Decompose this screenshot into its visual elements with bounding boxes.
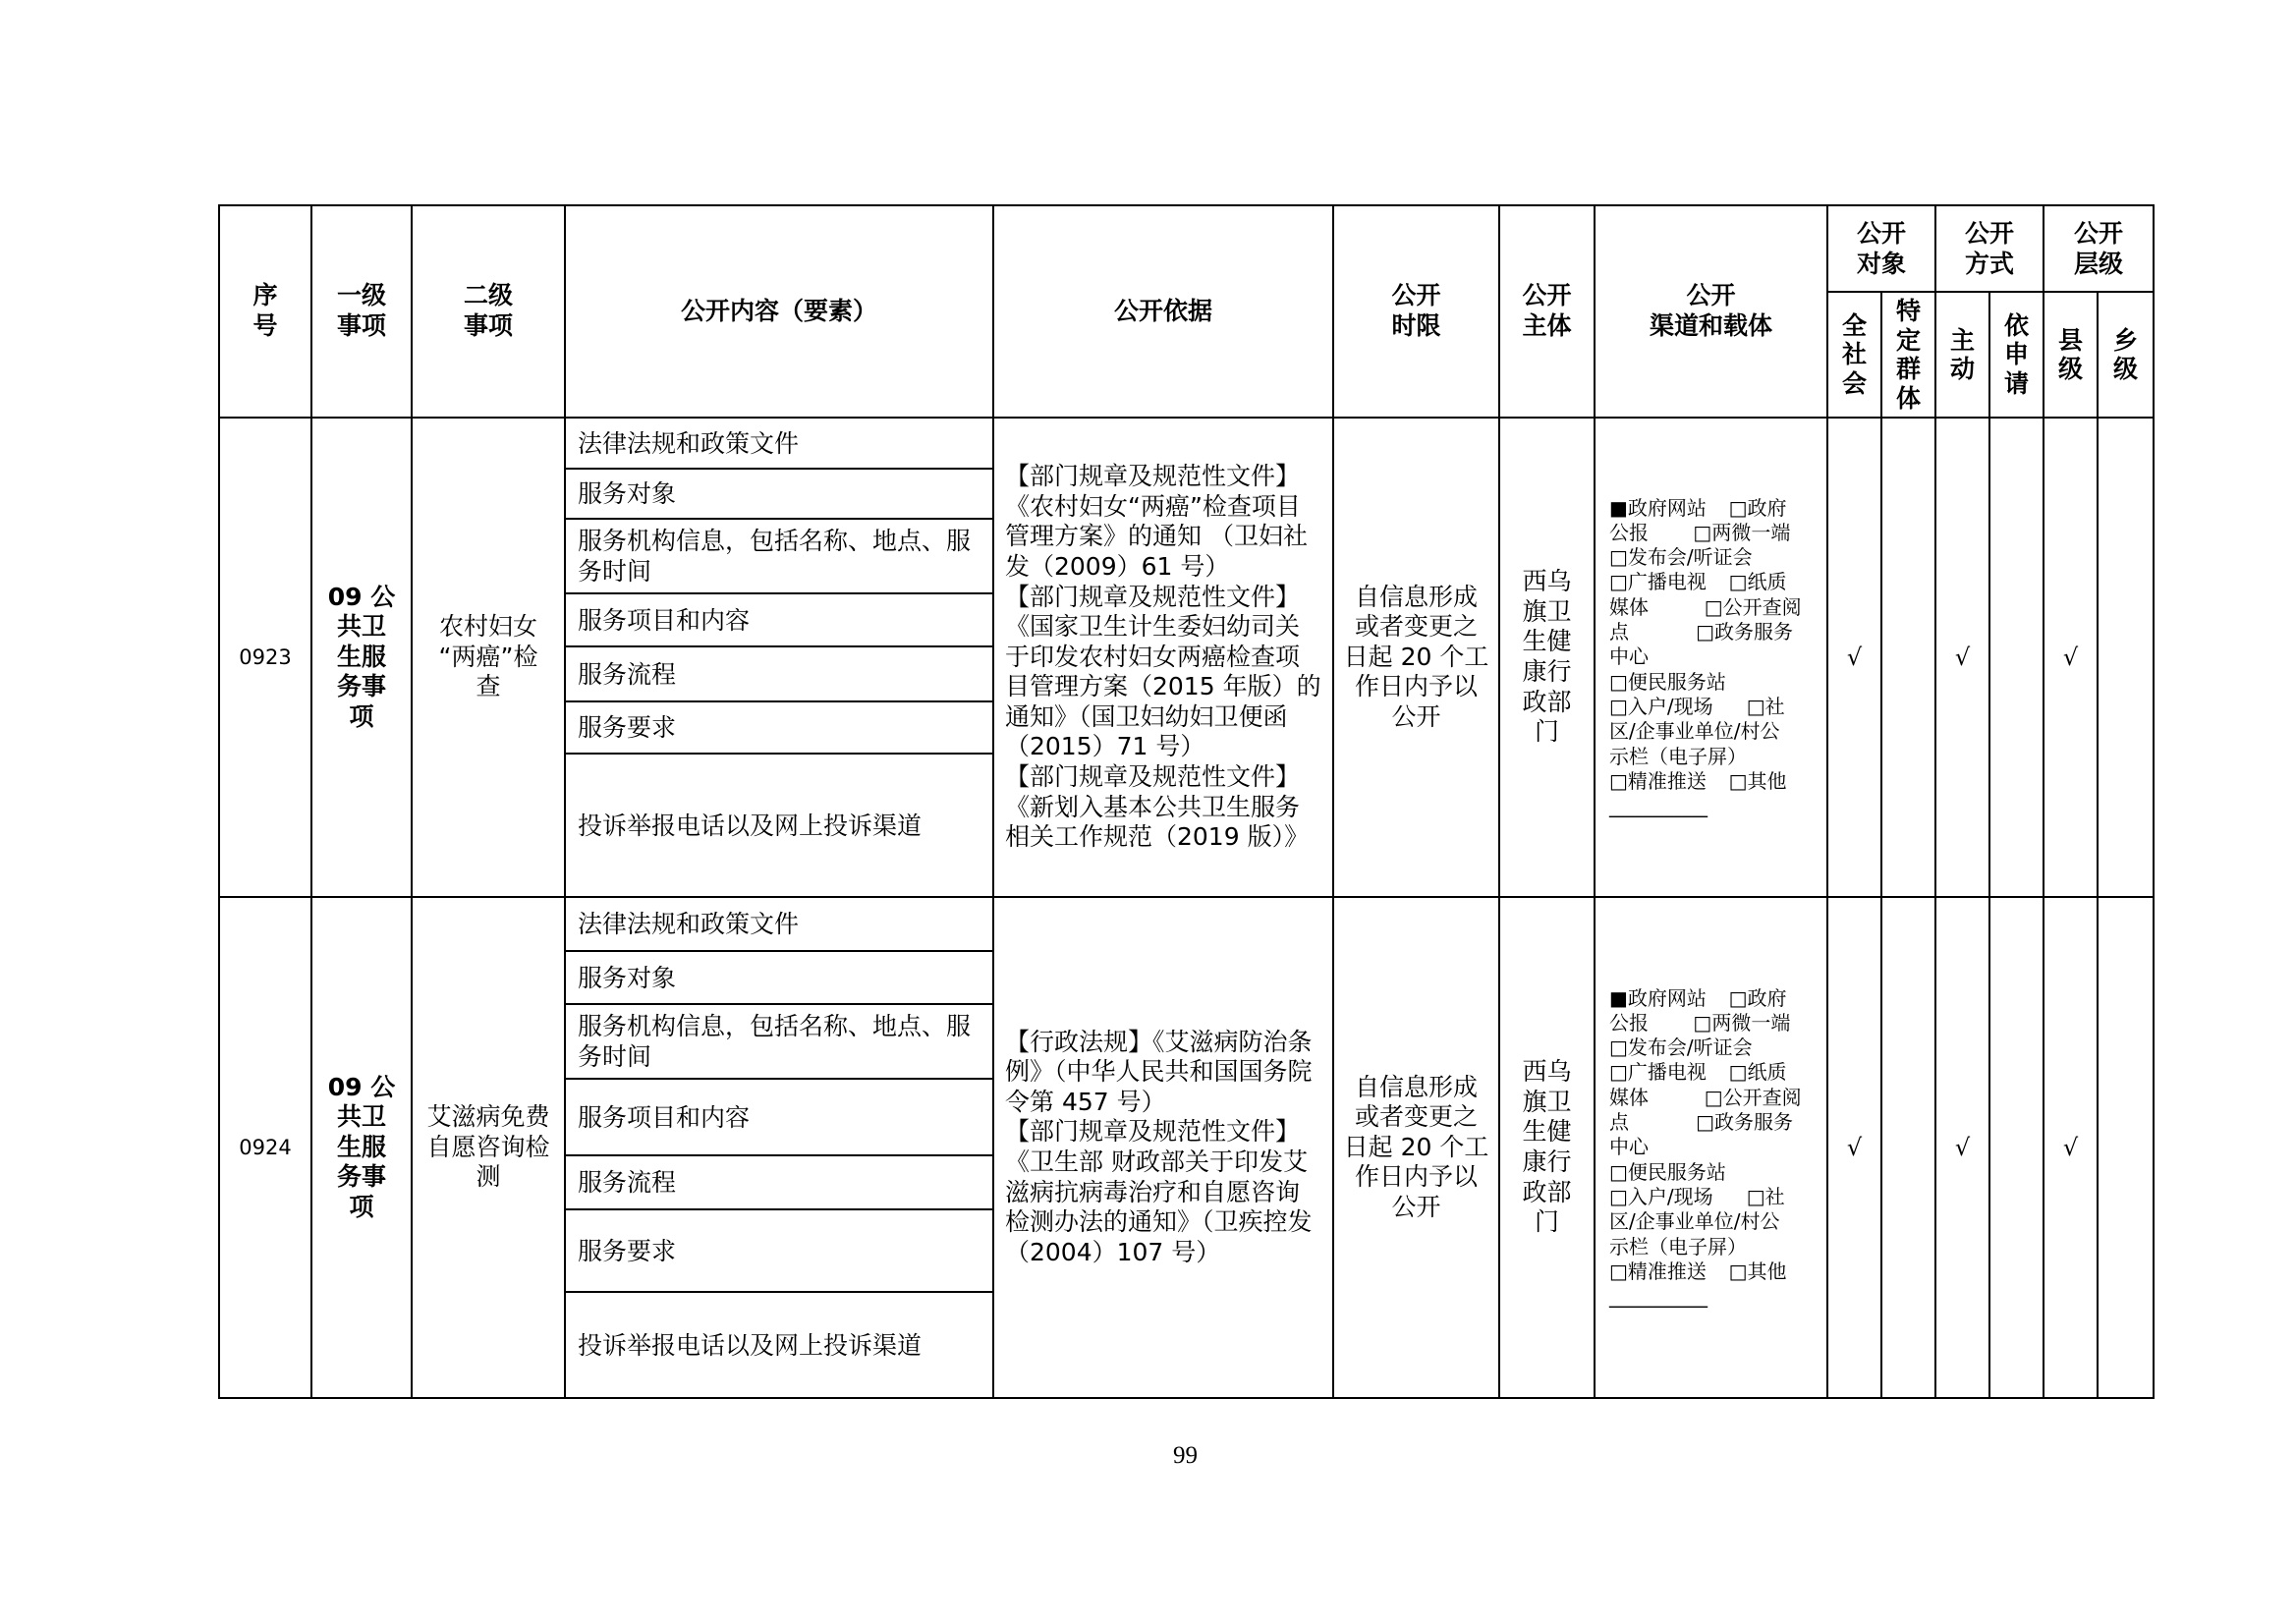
level-county-cell bbox=[2044, 897, 2098, 1398]
level1-item: 09 公 共卫 生服 务事 项 bbox=[311, 897, 412, 1398]
disclosure-basis: 【行政法规】《艾滋病防治条 例》（中华人民共和国国务院 令第 457 号） 【部门规章及规范性文件】 《卫生部 财政部关于印发艾 滋病抗病毒治疗和自愿咨询 检测办法的通知》（卫疾控发 （2004）107 号） bbox=[993, 897, 1333, 1398]
level2-item: 农村妇女 “两癌”检 查 bbox=[412, 418, 565, 897]
content-item: 法律法规和政策文件 bbox=[565, 897, 993, 951]
header-time-limit: 公开 时限 bbox=[1333, 205, 1499, 418]
content-item: 服务流程 bbox=[565, 1155, 993, 1209]
check-mark: √ bbox=[2062, 643, 2079, 671]
table-header bbox=[219, 205, 2154, 418]
disclosure-table bbox=[218, 204, 2155, 1399]
content-item: 服务要求 bbox=[565, 1209, 993, 1292]
method-active-cell bbox=[1935, 418, 1989, 897]
method-request-cell bbox=[1989, 418, 2044, 897]
header-subject: 公开 主体 bbox=[1499, 205, 1595, 418]
disclosure-subject: 西乌 旗卫 生健 康行 政部 门 bbox=[1499, 897, 1595, 1398]
content-item: 服务对象 bbox=[565, 951, 993, 1004]
content-item: 服务流程 bbox=[565, 646, 993, 701]
content-item: 服务机构信息，包括名称、地点、服务时间 bbox=[565, 1004, 993, 1079]
disclosure-channels: ■政府网站 □政府 公报 □两微一端 □发布会/听证会 □广播电视 □纸质 媒体 □公开查阅 点 □政务服务 中心 □便民服务站 □入户/现场 □社 区/企事业单位/村公 示栏（电子屏） □精准推送 □其他 __________ bbox=[1595, 897, 1827, 1398]
disclosure-time-limit: 自信息形成 或者变更之 日起 20 个工 作日内予以 公开 bbox=[1333, 897, 1499, 1398]
header-audience-specific: 特 定 群 体 bbox=[1881, 292, 1935, 418]
content-item: 服务项目和内容 bbox=[565, 1079, 993, 1155]
header-level-county: 县 级 bbox=[2044, 292, 2098, 418]
level-township-cell bbox=[2098, 897, 2154, 1398]
header-method-active: 主 动 bbox=[1935, 292, 1989, 418]
content-item: 服务对象 bbox=[565, 469, 993, 519]
level2-item: 艾滋病免费 自愿咨询检 测 bbox=[412, 897, 565, 1398]
header-level: 公开 层级 bbox=[2044, 205, 2154, 292]
level1-item: 09 公 共卫 生服 务事 项 bbox=[311, 418, 412, 897]
level-township-cell bbox=[2098, 418, 2154, 897]
header-content: 公开内容（要素） bbox=[565, 205, 993, 418]
item-seq: 0924 bbox=[219, 897, 311, 1398]
disclosure-basis: 【部门规章及规范性文件】 《农村妇女“两癌”检查项目 管理方案》的通知 （卫妇社 发（2009）61 号） 【部门规章及规范性文件】 《国家卫生计生委妇幼司关 于印发农村妇女两癌检查项 目管理方案（2015 年版）的 通知》（国卫妇幼妇卫便函 （2015）71 号） 【部门规章及规范性文件】 《新划入基本公共卫生服务 相关工作规范（2019 版）》 bbox=[993, 418, 1333, 897]
header-audience: 公开 对象 bbox=[1827, 205, 1935, 292]
header-basis: 公开依据 bbox=[993, 205, 1333, 418]
check-mark: √ bbox=[1846, 1133, 1863, 1161]
content-item: 投诉举报电话以及网上投诉渠道 bbox=[565, 1292, 993, 1398]
level-county-cell bbox=[2044, 418, 2098, 897]
audience-specific-cell bbox=[1881, 418, 1935, 897]
content-item: 服务要求 bbox=[565, 701, 993, 754]
audience-all-cell bbox=[1827, 418, 1881, 897]
header-method-request: 依 申 请 bbox=[1989, 292, 2044, 418]
content-item: 服务机构信息，包括名称、地点、服务时间 bbox=[565, 519, 993, 593]
content-item: 投诉举报电话以及网上投诉渠道 bbox=[565, 754, 993, 897]
disclosure-subject: 西乌 旗卫 生健 康行 政部 门 bbox=[1499, 418, 1595, 897]
content-item: 法律法规和政策文件 bbox=[565, 418, 993, 469]
check-mark: √ bbox=[1954, 1133, 1971, 1161]
header-method: 公开 方式 bbox=[1935, 205, 2044, 292]
page-number: 99 bbox=[1173, 1442, 1198, 1469]
row-group-0923 bbox=[219, 418, 2154, 897]
header-level-township: 乡 级 bbox=[2098, 292, 2154, 418]
content-item: 服务项目和内容 bbox=[565, 593, 993, 646]
header-level2-item: 二级 事项 bbox=[412, 205, 565, 418]
audience-specific-cell bbox=[1881, 897, 1935, 1398]
disclosure-channels: ■政府网站 □政府 公报 □两微一端 □发布会/听证会 □广播电视 □纸质 媒体 □公开查阅 点 □政务服务 中心 □便民服务站 □入户/现场 □社 区/企事业单位/村公 示栏（电子屏） □精准推送 □其他 __________ bbox=[1595, 418, 1827, 897]
method-request-cell bbox=[1989, 897, 2044, 1398]
check-mark: √ bbox=[2062, 1133, 2079, 1161]
item-seq: 0923 bbox=[219, 418, 311, 897]
disclosure-time-limit: 自信息形成 或者变更之 日起 20 个工 作日内予以 公开 bbox=[1333, 418, 1499, 897]
header-channel: 公开 渠道和载体 bbox=[1595, 205, 1827, 418]
header-audience-all: 全 社 会 bbox=[1827, 292, 1881, 418]
header-level1-item: 一级 事项 bbox=[311, 205, 412, 418]
check-mark: √ bbox=[1846, 643, 1863, 671]
method-active-cell bbox=[1935, 897, 1989, 1398]
check-mark: √ bbox=[1954, 643, 1971, 671]
audience-all-cell bbox=[1827, 897, 1881, 1398]
row-group-0924 bbox=[219, 897, 2154, 1398]
header-seq: 序 号 bbox=[219, 205, 311, 418]
